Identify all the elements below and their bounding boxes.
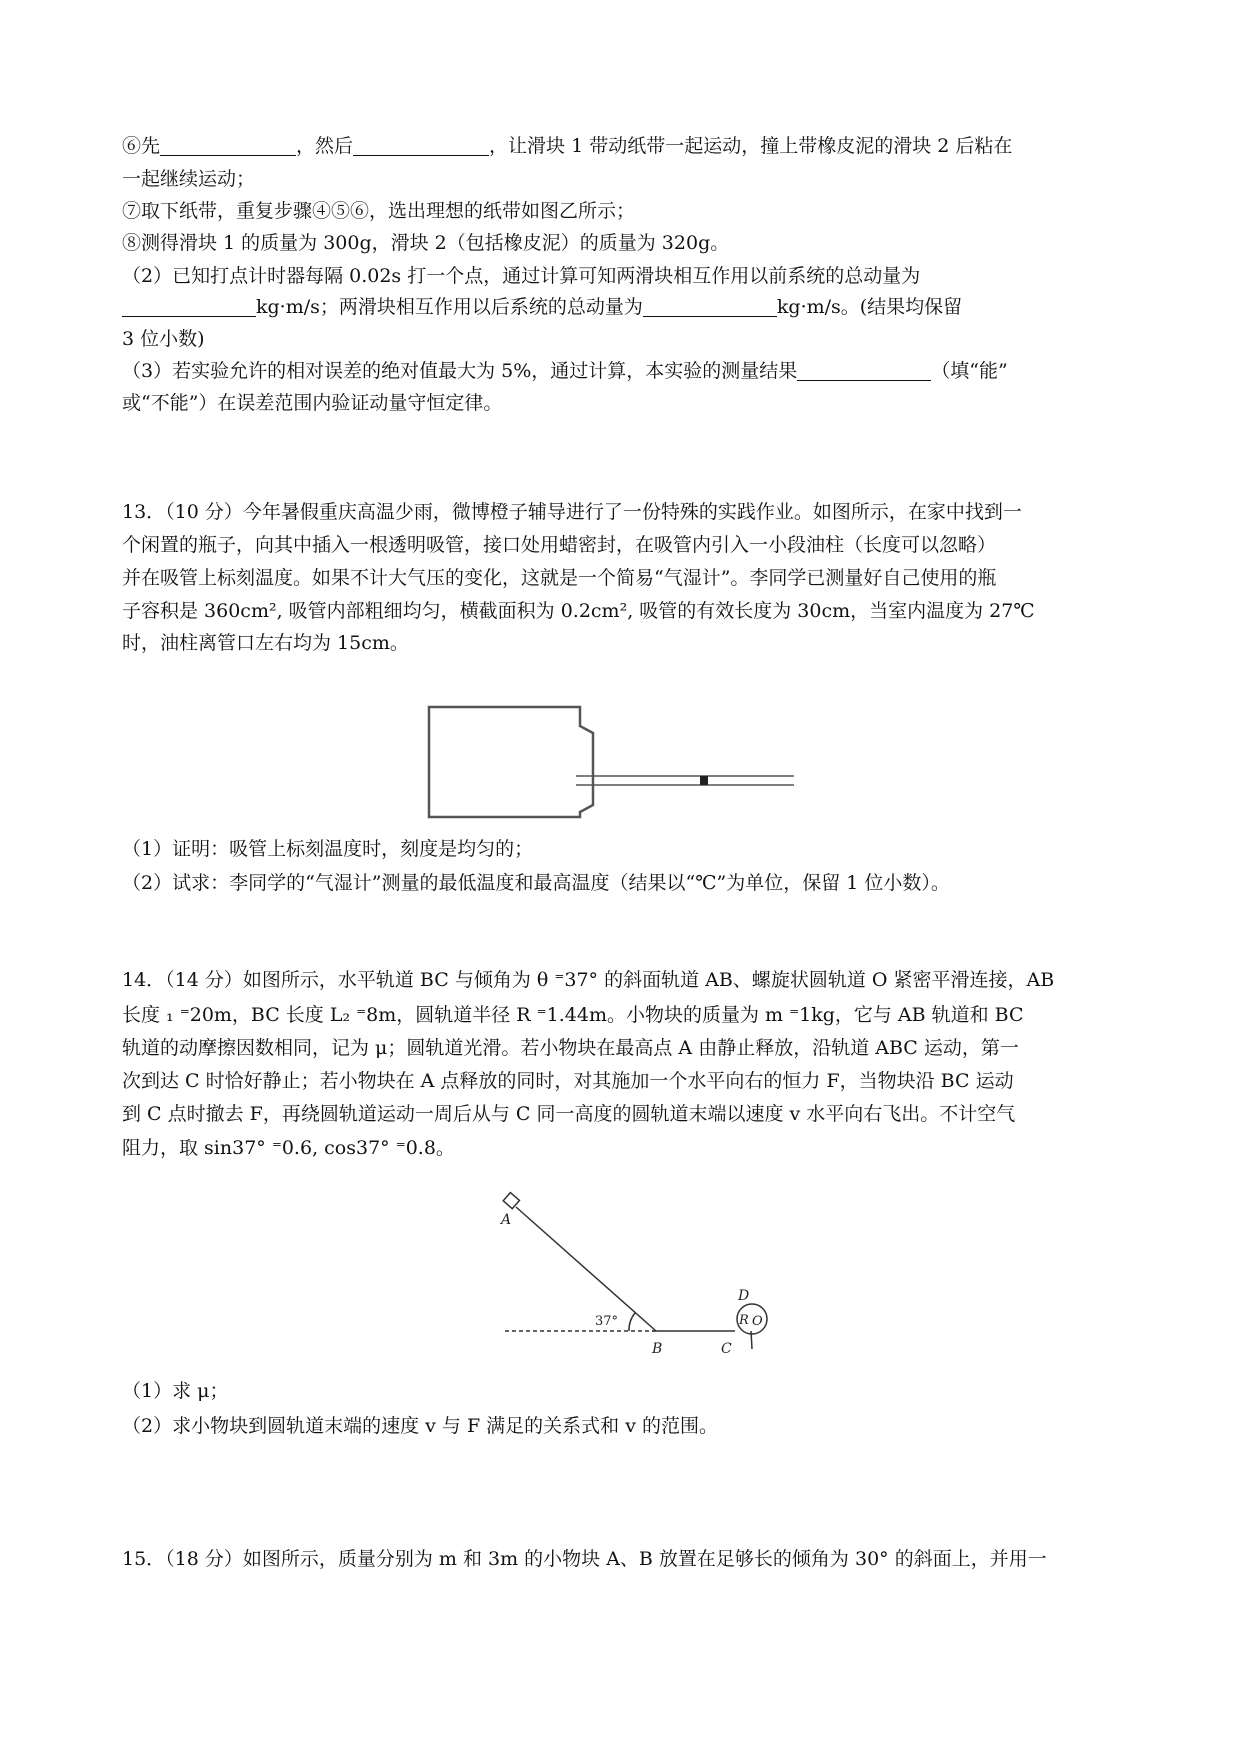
q14-line1: 14．（14 分）如图所示，水平轨道 BC 与倾角为 θ ⁼37° 的斜面轨道 AB、螺旋状圆轨道 O 紧密平滑连接，AB: [122, 969, 1055, 991]
q13-line3: 并在吸管上标刻温度。如果不计大气压的变化，这就是一个简易“气湿计”。李同学已测量好自己使用的瓶: [122, 567, 997, 589]
q12-step8: ⑧测得滑块 1 的质量为 300g，滑块 2（包括橡皮泥）的质量为 320g。: [122, 232, 730, 254]
straw: [576, 776, 794, 785]
q12-part3-fill: （填“能”: [931, 360, 1008, 382]
q13-line2: 个闲置的瓶子，向其中插入一根透明吸管，接口处用蜡密封，在吸管内引入一小段油柱（长度可以忽略）: [122, 534, 997, 556]
q14-part2: （2）求小物块到圆轨道末端的速度 v 与 F 满足的关系式和 v 的范围。: [122, 1415, 718, 1437]
q13-part1: （1）证明：吸管上标刻温度时，刻度是均匀的；: [122, 838, 534, 860]
q12-step6-then: ，然后: [296, 135, 354, 157]
angle-arc: [629, 1313, 635, 1331]
q12-part2-line3: 3 位小数): [122, 328, 205, 350]
q12-part3-line2: 或“不能”）在误差范围内验证动量守恒定律。: [122, 392, 503, 414]
q13-line4: 子容积是 360cm², 吸管内部粗细均匀，横截面积为 0.2cm², 吸管的有效长度为 30cm，当室内温度为 27℃: [122, 600, 1035, 622]
q12-part2-unit2: kg·m/s。(结果均保留: [776, 296, 963, 318]
q14-track-figure: [501, 1195, 790, 1357]
q12-step6-line1: [122, 131, 1132, 161]
label-d: D: [738, 1288, 750, 1304]
q12-blank-4[interactable]: [643, 294, 777, 317]
label-o: O: [752, 1314, 763, 1329]
q12-step6-rest: ，让滑块 1 带动纸带一起运动，撞上带橡皮泥的滑块 2 后粘在: [489, 135, 1013, 157]
q12-part3-line1: [122, 356, 1132, 386]
q12-step6-line2: 一起继续运动；: [122, 168, 256, 190]
oil-column: [700, 776, 708, 785]
q13-bottle-figure: [428, 706, 794, 818]
q12-part2-line2: [122, 292, 1132, 322]
label-a: A: [501, 1212, 512, 1228]
q13-part2: （2）试求：李同学的“气湿计”测量的最低温度和最高温度（结果以“℃”为单位，保留 1 位小数）。: [122, 872, 950, 894]
q12-part2-unit1: kg·m/s；两滑块相互作用以后系统的总动量为: [256, 296, 643, 318]
block-at-a: [503, 1193, 519, 1209]
q14-line3: 轨道的动摩擦因数相同，记为 μ；圆轨道光滑。若小物块在最高点 A 由静止释放，沿轨道 ABC 运动，第一: [122, 1037, 1019, 1059]
q12-step7: ⑦取下纸带，重复步骤④⑤⑥，选出理想的纸带如图乙所示；: [122, 200, 636, 222]
q12-blank-3[interactable]: [122, 294, 256, 317]
q12-blank-5[interactable]: [797, 358, 931, 381]
q14-line2: 长度 ₁ ⁼20m，BC 长度 L₂ ⁼8m，圆轨道半径 R ⁼1.44m。小物块的质量为 m ⁼1kg，它与 AB 轨道和 BC: [122, 1004, 1024, 1026]
q12-part3-text: （3）若实验允许的相对误差的绝对值最大为 5%，通过计算，本实验的测量结果: [122, 360, 798, 382]
loop-post: [751, 1331, 752, 1349]
q12-blank-1[interactable]: [160, 133, 296, 156]
q12-blank-2[interactable]: [353, 133, 489, 156]
q14-line5: 到 C 点时撤去 F，再绕圆轨道运动一周后从与 C 同一高度的圆轨道末端以速度 v 水平向右飞出。不计空气: [122, 1103, 1016, 1125]
label-b: B: [652, 1341, 663, 1357]
q12-step6-prefix: ⑥先: [122, 135, 161, 157]
label-angle: 37°: [595, 1314, 619, 1329]
q14-line6: 阻力，取 sin37° ⁼0.6, cos37° ⁼0.8。: [122, 1137, 455, 1159]
q15-line1: 15．（18 分）如图所示，质量分别为 m 和 3m 的小物块 A、B 放置在足够长的倾角为 30° 的斜面上，并用一: [122, 1548, 1047, 1570]
incline-ab: [516, 1207, 656, 1331]
bottle-outline: [429, 707, 593, 817]
label-c: C: [721, 1341, 732, 1357]
q13-line1: 13．（10 分）今年暑假重庆高温少雨，微博橙子辅导进行了一份特殊的实践作业。如图所示，在家中找到一: [122, 501, 1022, 523]
label-r: R: [739, 1313, 749, 1328]
q14-part1: （1）求 μ；: [122, 1380, 229, 1402]
q12-part2-line1: （2）已知打点计时器每隔 0.02s 打一个点，通过计算可知两滑块相互作用以前系统的总动量为: [122, 265, 921, 287]
q14-line4: 次到达 C 时恰好静止；若小物块在 A 点释放的同时，对其施加一个水平向右的恒力 F，当物块沿 BC 运动: [122, 1070, 1014, 1092]
q13-line5: 时，油柱离管口左右均为 15cm。: [122, 632, 409, 654]
